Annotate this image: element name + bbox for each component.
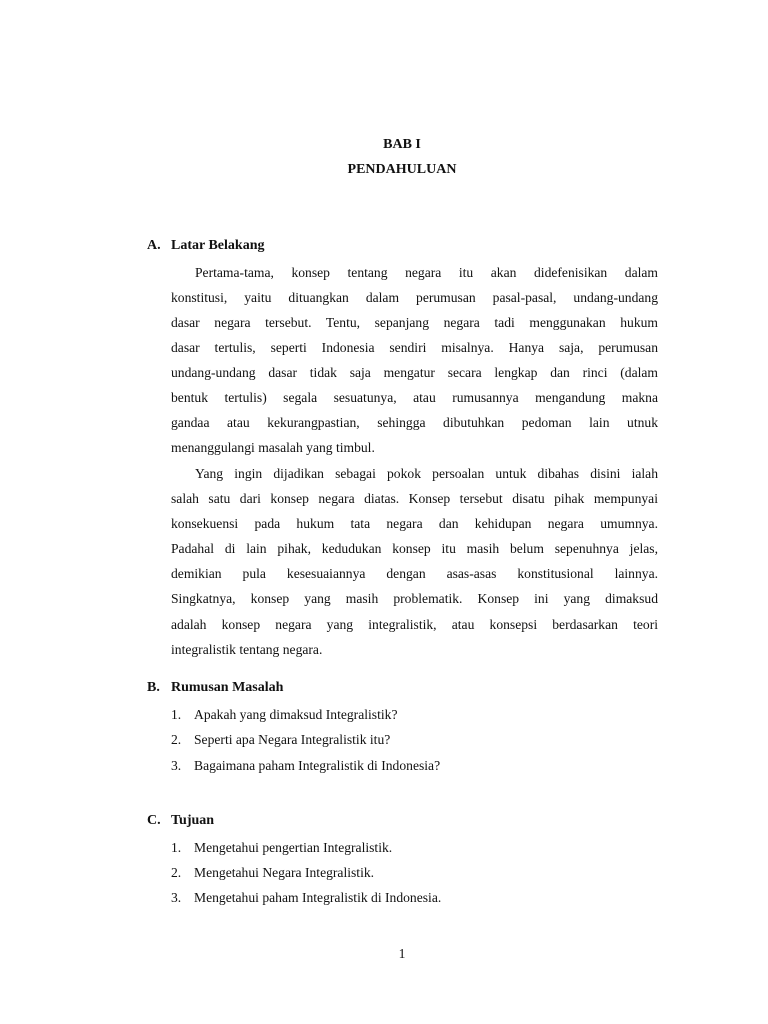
chapter-title: PENDAHULUAN bbox=[347, 162, 457, 177]
paragraph-line: Singkatnya, konsep yang masih problematik. Konsep ini yang dimaksud bbox=[171, 591, 658, 606]
list-item bbox=[171, 888, 441, 908]
list-text: Apakah yang dimaksud Integralistik? bbox=[194, 707, 398, 722]
paragraph-line: integralistik tentang negara. bbox=[171, 642, 323, 657]
paragraph-line: konstitusi, yaitu dituangkan dalam perumusan pasal-pasal, undang-undang bbox=[171, 290, 658, 305]
list-text: Seperti apa Negara Integralistik itu? bbox=[194, 732, 391, 747]
list-number: 1. bbox=[171, 840, 182, 855]
list-number: 2. bbox=[171, 732, 182, 747]
paragraph-line: Pertama-tama, konsep tentang negara itu akan didefenisikan dalam bbox=[195, 265, 658, 280]
list-text: Mengetahui paham Integralistik di Indonesia. bbox=[194, 890, 442, 905]
list-number: 1. bbox=[171, 707, 182, 722]
paragraph-line: menanggulangi masalah yang timbul. bbox=[171, 440, 375, 455]
section-letter: B. bbox=[147, 680, 160, 695]
list-text: Mengetahui pengertian Integralistik. bbox=[194, 840, 393, 855]
list-item bbox=[171, 730, 390, 750]
paragraph-line: bentuk tertulis) segala sesuatunya, atau rumusannya mengandung makna bbox=[171, 390, 658, 405]
paragraph-line: salah satu dari konsep negara diatas. Konsep tersebut disatu pihak mempunyai bbox=[171, 491, 658, 506]
page-number: 1 bbox=[398, 946, 406, 961]
list-number: 2. bbox=[171, 865, 182, 880]
chapter-number: BAB I bbox=[383, 137, 421, 152]
list-text: Mengetahui Negara Integralistik. bbox=[194, 865, 375, 880]
section-title: Rumusan Masalah bbox=[171, 680, 284, 695]
paragraph-line: gandaa atau kekurangpastian, sehingga dibutuhkan pedoman lain utnuk bbox=[171, 415, 658, 430]
paragraph-line: dasar tertulis, seperti Indonesia sendiri misalnya. Hanya saja, perumusan bbox=[171, 340, 658, 355]
paragraph-line: undang-undang dasar tidak saja mengatur secara lengkap dan rinci (dalam bbox=[171, 365, 658, 380]
list-item bbox=[171, 756, 440, 776]
list-number: 3. bbox=[171, 758, 182, 773]
paragraph-line: demikian pula kesesuaiannya dengan asas-asas konstitusional lainnya. bbox=[171, 566, 658, 581]
list-item bbox=[171, 705, 397, 725]
section-heading-latar-belakang bbox=[147, 238, 264, 254]
list-text: Bagaimana paham Integralistik di Indonesia? bbox=[194, 758, 441, 773]
paragraph-line: Padahal di lain pihak, kedudukan konsep itu masih belum sepenuhnya jelas, bbox=[171, 541, 658, 556]
list-number: 3. bbox=[171, 890, 182, 905]
list-item bbox=[171, 838, 392, 858]
section-letter: C. bbox=[147, 813, 161, 828]
list-item bbox=[171, 863, 374, 883]
paragraph-line: adalah konsep negara yang integralistik, atau konsepsi berdasarkan teori bbox=[171, 617, 658, 632]
section-letter: A. bbox=[147, 238, 161, 253]
paragraph-line: Yang ingin dijadikan sebagai pokok persoalan untuk dibahas disini ialah bbox=[195, 466, 658, 481]
section-title: Latar Belakang bbox=[171, 238, 265, 253]
section-heading-rumusan-masalah bbox=[147, 680, 283, 696]
section-title: Tujuan bbox=[171, 813, 215, 828]
paragraph-line: dasar negara tersebut. Tentu, sepanjang negara tadi menggunakan hukum bbox=[171, 315, 658, 330]
paragraph-line: konsekuensi pada hukum tata negara dan kehidupan negara umumnya. bbox=[171, 516, 658, 531]
section-heading-tujuan bbox=[147, 813, 214, 829]
